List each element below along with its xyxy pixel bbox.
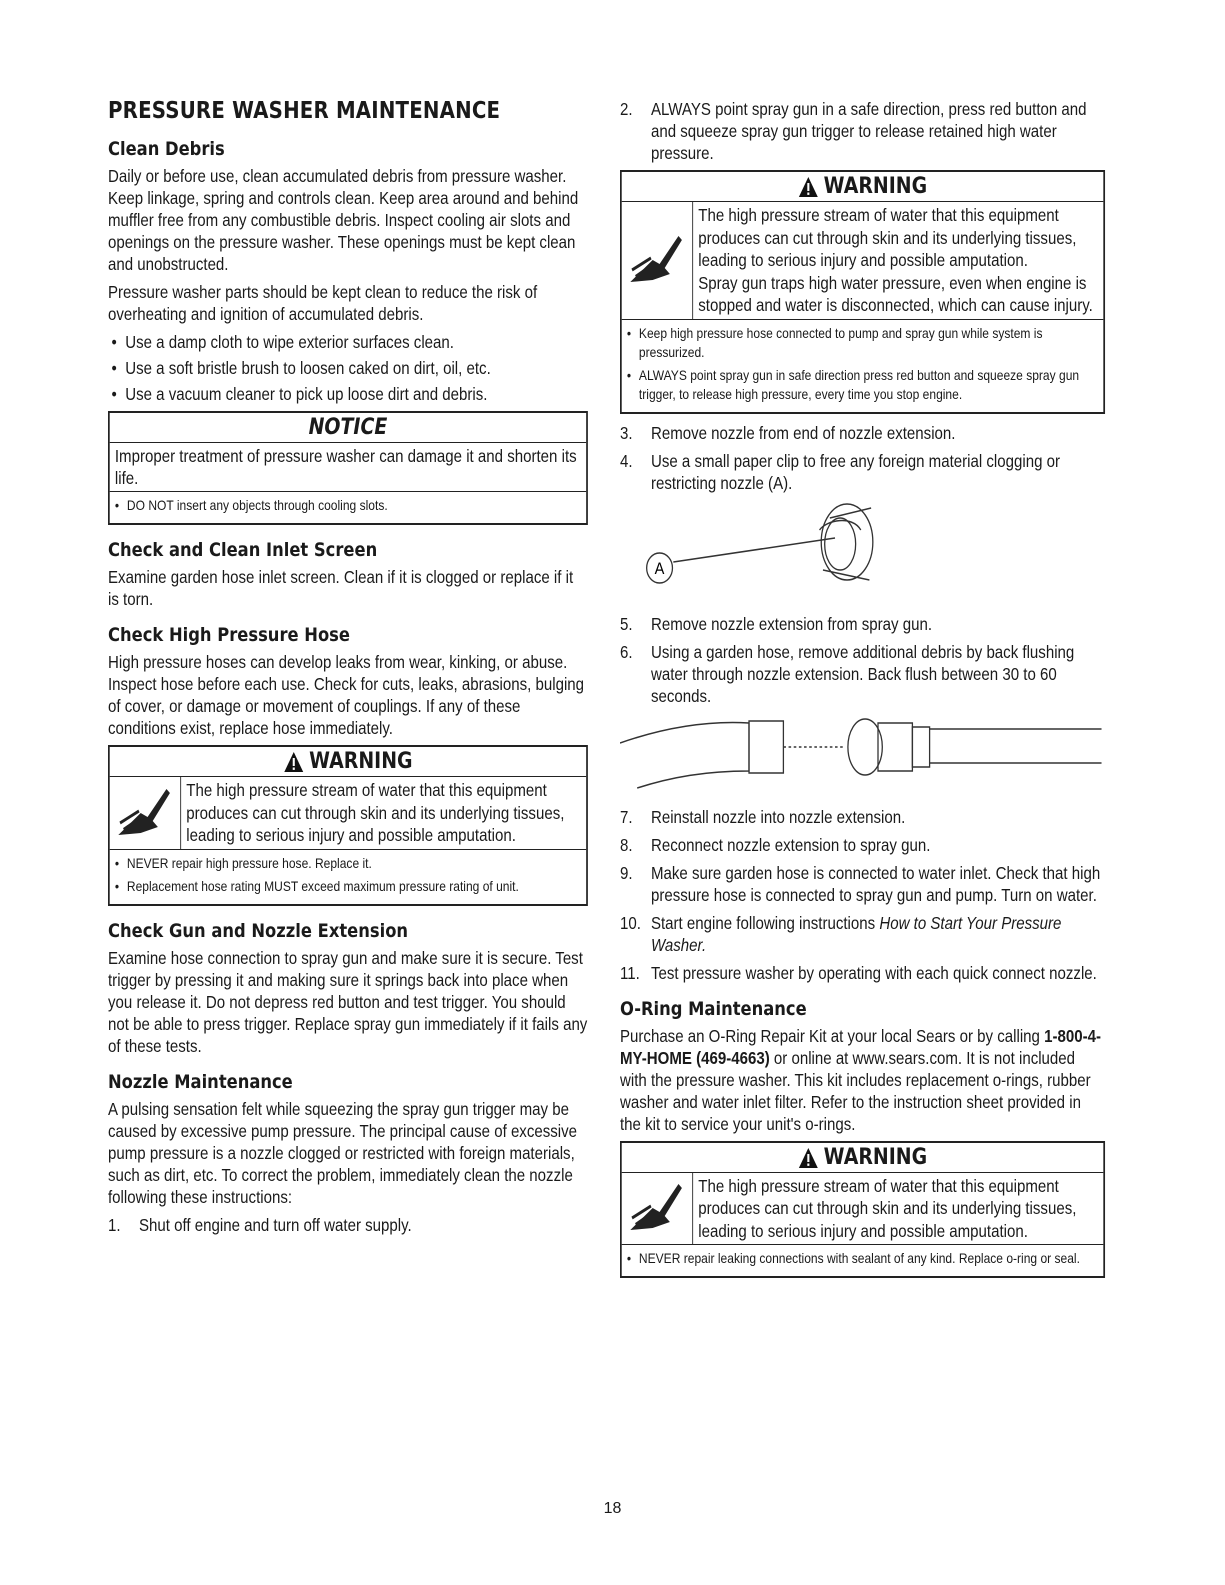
oring-text-2: or online at www.sears.com. It is not included with the pressure washer. This kit includes replacement o-rings, rubber washer and water inlet filter. Refer to the instruction sheet provided in the kit to service your unit's o-rings. <box>620 1047 1091 1134</box>
nozzle-figure <box>620 500 1105 605</box>
steps-a <box>620 98 1105 164</box>
warning-list <box>622 1245 1104 1276</box>
step-text: Use a small paper clip to free any foreign material clogging or restricting nozzle (A). <box>650 450 1061 493</box>
list-item <box>620 98 1105 164</box>
list-item: • DO NOT insert any objects through cooling slots. <box>115 496 581 515</box>
nozzle-steps <box>108 1214 588 1236</box>
injection-hazard-icon <box>622 1173 693 1245</box>
notice-box <box>108 411 588 525</box>
warning-text: The high pressure stream of water that this equipment produces can cut through skin and its underlying tissues, leading to serious injury and possible amputation. <box>698 1175 1077 1241</box>
step-number: 3. <box>620 422 633 443</box>
warning-title-text: WARNING <box>309 749 413 774</box>
step-text: Reinstall nozzle into nozzle extension. <box>650 806 906 827</box>
list-item: • Replacement hose rating MUST exceed maximum pressure rating of unit. <box>115 877 581 896</box>
injection-hazard-icon <box>622 202 693 319</box>
list-item <box>620 613 1105 635</box>
oring-text: Purchase an O-Ring Repair Kit at your local Sears or by calling <box>620 1025 1045 1046</box>
step-number: 1. <box>108 1214 121 1235</box>
warning-title <box>622 172 1104 202</box>
list-item <box>620 806 1105 828</box>
list-item <box>620 962 1105 984</box>
warning-title-text: WARNING <box>823 174 928 199</box>
injection-hazard-icon <box>110 777 181 849</box>
right-column-content <box>620 98 1105 1278</box>
warning-box-spray-gun <box>620 170 1105 414</box>
gun-heading: Check Gun and Nozzle Extension <box>108 919 409 942</box>
inlet-heading: Check and Clean Inlet Screen <box>108 539 378 561</box>
warning-title-text: WARNING <box>823 1144 928 1170</box>
step-number: 7. <box>620 806 633 827</box>
list-item <box>620 450 1105 494</box>
phone-number: 1-800-4-MY-HOME (469-4663) <box>620 1025 1102 1068</box>
nozzle-paragraph: A pulsing sensation felt while squeezing the spray gun trigger may be caused by excessive pump pressure. The principal cause of excessive pump pressure is a nozzle clogged or restricted with foreign materials, such as dirt, etc. To correct the problem, immediately clean the nozzle following these instructions: <box>108 1098 578 1207</box>
oring-heading: O-Ring Maintenance <box>620 997 807 1020</box>
step-text: Test pressure washer by operating with each quick connect nozzle. <box>650 962 1097 983</box>
warning-row <box>622 202 1104 320</box>
warning-title <box>622 1143 1104 1173</box>
step-number: 4. <box>620 450 633 471</box>
clean-debris-list <box>108 331 588 405</box>
warning-triangle-icon <box>283 751 304 773</box>
notice-body: Improper treatment of pressure washer can damage it and shorten its life. <box>110 443 586 492</box>
step-text: Shut off engine and turn off water supply. <box>138 1214 412 1235</box>
warning-list <box>110 850 586 904</box>
list-item: • ALWAYS point spray gun in safe direction press red button and squeeze spray gun trigger, to release high pressure, every time you stop engine. <box>627 366 1098 404</box>
warning-triangle-icon <box>798 176 819 198</box>
step-text: ALWAYS point spray gun in a safe direction, press red button and and squeeze spray gun trigger to release retained high water pressure. <box>650 99 1087 163</box>
step-text: Make sure garden hose is connected to water inlet. Check that high pressure hose is connected to spray gun and pump. Turn on water. <box>650 862 1101 905</box>
step-number: 5. <box>620 613 633 634</box>
step-number: 6. <box>620 641 633 662</box>
callout-label: A <box>654 559 665 578</box>
steps-b <box>620 422 1105 494</box>
list-item <box>620 641 1105 707</box>
warning-text: The high pressure stream of water that this equipment produces can cut through skin and its underlying tissues, leading to serious injury and possible amputation. <box>698 205 1077 270</box>
list-item: • Keep high pressure hose connected to pump and spray gun while system is pressurized. <box>627 324 1098 362</box>
notice-list <box>110 492 586 523</box>
oring-paragraph <box>620 1025 1105 1135</box>
list-item: • Use a vacuum cleaner to pick up loose dirt and debris. <box>108 383 588 405</box>
page-number: 18 <box>603 1500 622 1517</box>
warning-text-group <box>693 202 1103 319</box>
step-text: Remove nozzle extension from spray gun. <box>650 613 933 634</box>
step-number: 10. <box>620 912 641 933</box>
warning-text-2: Spray gun traps high water pressure, even when engine is stopped and water is disconnected, which can cause injury. <box>698 272 1093 315</box>
step-number: 9. <box>620 862 633 883</box>
inlet-paragraph: Examine garden hose inlet screen. Clean if it is clogged or replace if it is torn. <box>108 567 574 609</box>
step-text: Reconnect nozzle extension to spray gun. <box>650 834 931 855</box>
step-number: 2. <box>620 99 633 119</box>
list-item: • Use a damp cloth to wipe exterior surfaces clean. <box>108 331 588 353</box>
clean-debris-paragraph: Daily or before use, clean accumulated debris from pressure washer. Keep linkage, spring and controls clean. Keep area around and behind muffler free from any combustible debris. Inspect cooling air slots and openings on the pressure washer. These openings must be kept clean and unobstructed. <box>108 166 579 274</box>
list-item: • Use a soft bristle brush to loosen caked on dirt, oil, etc. <box>108 357 588 379</box>
list-item <box>108 1214 588 1236</box>
list-item: • NEVER repair high pressure hose. Replace it. <box>115 854 581 873</box>
notice-title: NOTICE <box>110 413 586 443</box>
list-item <box>620 912 1105 956</box>
warning-triangle-icon <box>798 1147 819 1169</box>
hose-paragraph: High pressure hoses can develop leaks from wear, kinking, or abuse. Inspect hose before each use. Check for cuts, leaks, abrasions, bulging of cover, or damage or movement of couplings. If any of these conditions exist, replace hose immediately. <box>108 652 585 738</box>
clean-debris-paragraph-2: Pressure washer parts should be kept clean to reduce the risk of overheating and ignition of accumulated debris. <box>108 282 538 324</box>
list-item <box>620 422 1105 444</box>
list-item <box>620 862 1105 906</box>
step-text: Using a garden hose, remove additional debris by back flushing water through nozzle extension. Back flush between 30 to 60 seconds. <box>650 641 1075 706</box>
left-column-content <box>108 98 588 1236</box>
nozzle-heading: Nozzle Maintenance <box>108 1070 293 1093</box>
steps-d <box>620 806 1105 984</box>
warning-list <box>622 320 1104 412</box>
warning-row <box>622 1173 1104 1246</box>
step-text: Start engine following instructions <box>650 912 880 933</box>
steps-c <box>620 613 1105 707</box>
warning-box-hose <box>108 745 588 906</box>
hose-flush-figure <box>620 713 1105 798</box>
step-number: 8. <box>620 834 633 855</box>
step-text: Remove nozzle from end of nozzle extension. <box>650 422 956 443</box>
list-item <box>620 834 1105 856</box>
list-item: • NEVER repair leaking connections with sealant of any kind. Replace o-ring or seal. <box>627 1249 1098 1268</box>
gun-paragraph: Examine hose connection to spray gun and make sure it is secure. Test trigger by pressing it and making sure it springs back into place when you release it. Do not depress red button and test trigger. You should not be able to press trigger. Replace spray gun immediately if it fails any of these tests. <box>108 947 588 1056</box>
warning-box-oring <box>620 1141 1105 1279</box>
page-title: PRESSURE WASHER MAINTENANCE <box>108 98 501 124</box>
right-column <box>620 98 1105 1286</box>
step-text-italic: How to Start Your Pressure Washer. <box>650 912 1062 955</box>
warning-text: The high pressure stream of water that this equipment produces can cut through skin and its underlying tissues, leading to serious injury and possible amputation. <box>186 780 565 845</box>
hose-heading: Check High Pressure Hose <box>108 624 350 646</box>
clean-debris-heading: Clean Debris <box>108 138 225 160</box>
warning-title <box>110 747 586 777</box>
warning-row <box>110 777 586 850</box>
step-number: 11. <box>620 962 640 983</box>
left-column <box>108 98 588 1242</box>
